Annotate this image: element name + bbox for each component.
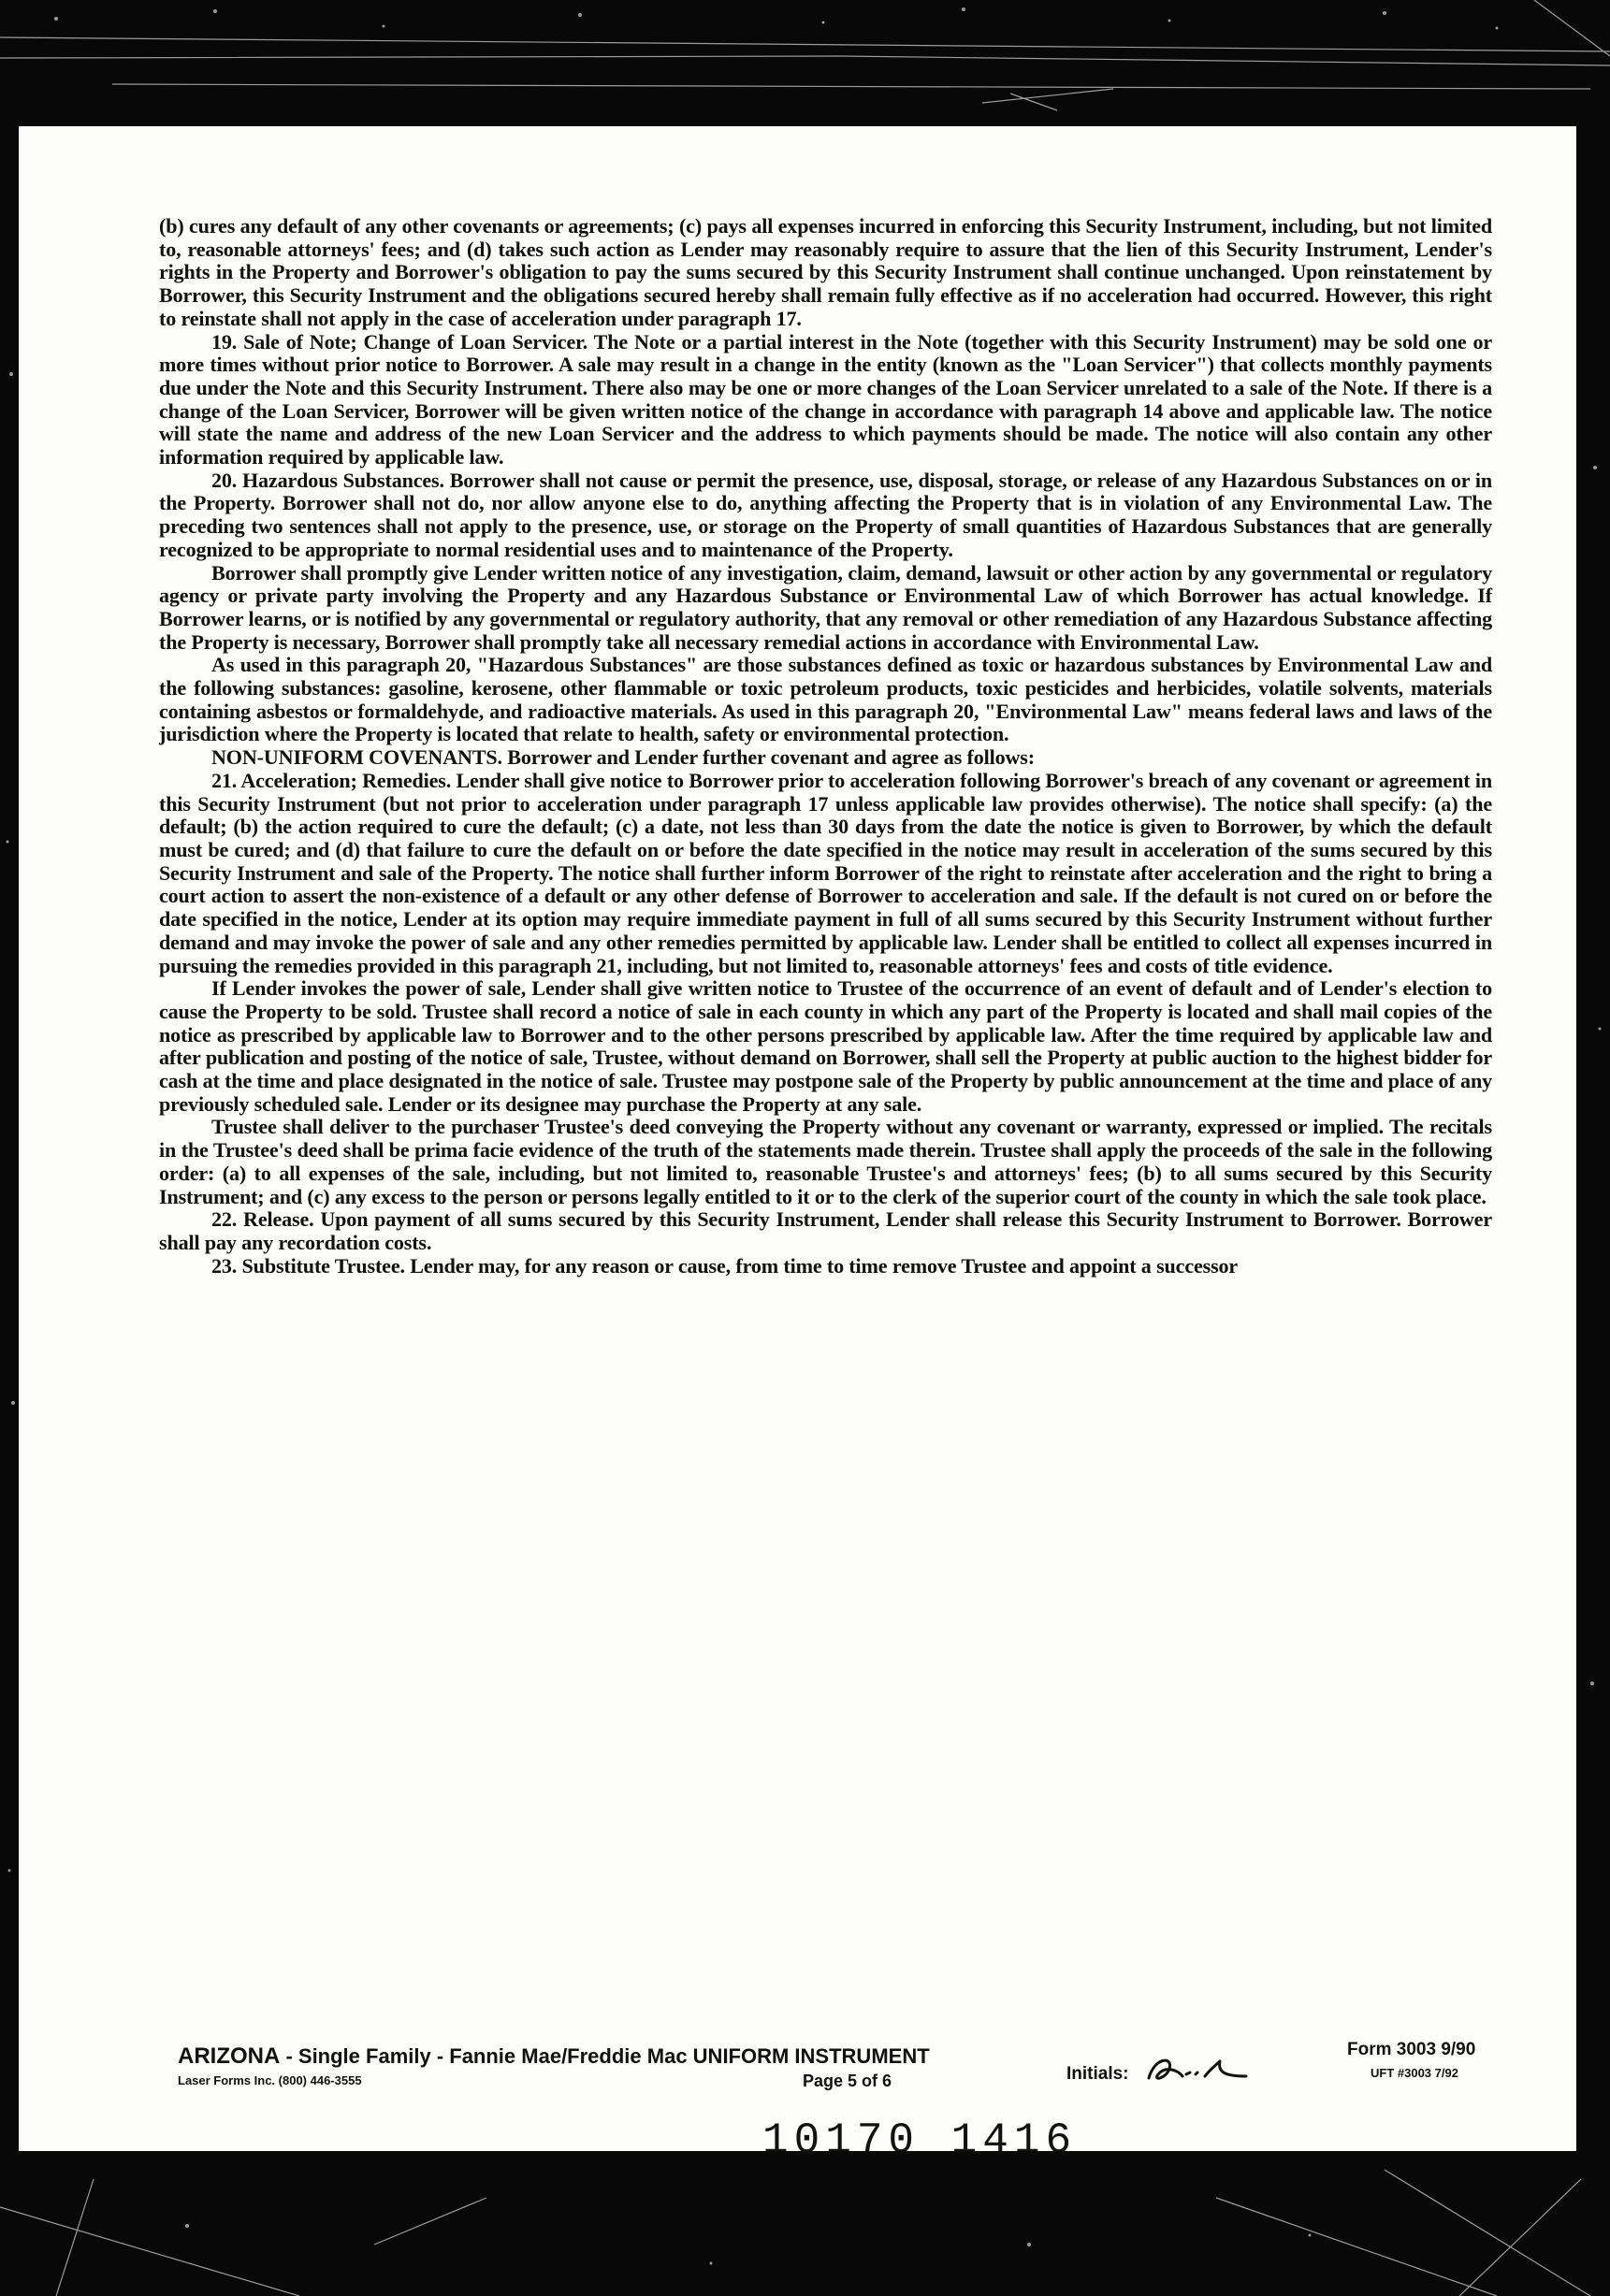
- vendor-line: Laser Forms Inc. (800) 446-3555: [178, 2073, 362, 2087]
- recording-number: 10170 1416: [762, 2116, 1078, 2151]
- paragraph-22-release: 22. Release. Upon payment of all sums secured by this Security Instrument, Lender shall release this Security Instrument to Borrower. Borrower shall pay any recordation costs.: [159, 1207, 1492, 1254]
- paragraph-21-power-of-sale: If Lender invokes the power of sale, Lender shall give written notice to Trustee of the occurrence of an event of default and of Lender's election to cause the Property to be sold. Trustee shall record a notice of sale in each county in which any part of the Property is located and shall mail copies of the notice as prescribed by applicable law to Borrower and to the other persons prescribed by applicable law. After the time required by applicable law and after publication and posting of the notice of sale, Trustee, without demand on Borrower, shall sell the Property at public auction to the highest bidder for cash at the time and place designated in the notice of sale. Trustee may postpone sale of the Property by public announcement at the time and place of any previously scheduled sale. Lender or its designee may purchase the Property at any sale.: [159, 976, 1492, 1116]
- instrument-line: [178, 2043, 930, 2070]
- paragraph-20-hazardous-substances: 20. Hazardous Substances. Borrower shall not cause or permit the presence, use, disposal, storage, or release of any Hazardous Substances on or in the Property. Borrower shall not do, nor allow anyone else to do, anything affecting the Property that is in violation of any Environmental Law. The preceding two sentences shall not apply to the presence, use, or storage on the Property of small quantities of Hazardous Substances that are generally recognized to be appropriate to normal residential uses and to maintenance of the Property.: [159, 468, 1492, 561]
- form-number: Form 3003 9/90: [1347, 2040, 1476, 2059]
- uft-number: UFT #3003 7/92: [1371, 2066, 1458, 2080]
- initials-label: Initials:: [1066, 2064, 1129, 2084]
- paragraph-21-trustee-deed: Trustee shall deliver to the purchaser Trustee's deed conveying the Property without any covenant or warranty, expressed or implied. The recitals in the Trustee's deed shall be prima facie evidence of the truth of the statements made therein. Trustee shall apply the proceeds of the sale in the following order: (a) to all expenses of the sale, including, but not limited to, reasonable Trustee's and attorneys' fees; (b) to all sums secured by this Security Instrument; and (c) any excess to the person or persons legally entitled to it or to the clerk of the superior court of the county in which the sale took place.: [159, 1115, 1492, 1208]
- instrument-type: - Single Family - Fannie Mae/Freddie Mac UNIFORM INSTRUMENT: [285, 2044, 930, 2068]
- paragraph-20-notice: Borrower shall promptly give Lender written notice of any investigation, claim, demand, lawsuit or other action by any governmental or regulatory agency or private party involving the Property and any Hazardous Substance or Environmental Law of which Borrower has actual knowledge. If Borrower learns, or is notified by any governmental or regulatory authority, that any removal or other remediation of any Hazardous Substance affecting the Property is necessary, Borrower shall promptly take all necessary remedial actions in accordance with Environmental Law.: [159, 560, 1492, 654]
- paragraph-continuation-reinstatement: (b) cures any default of any other covenants or agreements; (c) pays all expenses incurred in enforcing this Security Instrument, including, but not limited to, reasonable attorneys' fees; and (d) takes such action as Lender may reasonably require to assure that the lien of this Security Instrument, Lender's rights in the Property and Borrower's obligation to pay the sums secured by this Security Instrument shall continue unchanged. Upon reinstatement by Borrower, this Security Instrument and the obligations secured hereby shall remain fully effective as if no acceleration had occurred. However, this right to reinstate shall not apply in the case of acceleration under paragraph 17.: [159, 214, 1492, 330]
- deed-body-text: [159, 215, 1492, 1278]
- paragraph-non-uniform-covenants: NON-UNIFORM COVENANTS. Borrower and Lender further covenant and agree as follows:: [211, 745, 1035, 770]
- paragraph-20-definitions: As used in this paragraph 20, "Hazardous Substances" are those substances defined as toxic or hazardous substances by Environmental Law and the following substances: gasoline, kerosene, other flammable or toxic petroleum products, toxic pesticides and herbicides, volatile solvents, materials containing asbestos or formaldehyde, and radioactive materials. As used in this paragraph 20, "Environmental Law" means federal laws and laws of the jurisdiction where the Property is located that relate to health, safety or environmental protection.: [159, 653, 1492, 746]
- initials-signature: [1141, 2048, 1254, 2095]
- page-number: Page 5 of 6: [803, 2072, 892, 2090]
- paragraph-19-sale-of-note: 19. Sale of Note; Change of Loan Servicer. The Note or a partial interest in the Note (together with this Security Instrument) may be sold one or more times without prior notice to Borrower. A sale may result in a change in the entity (known as the "Loan Servicer") that collects monthly payments due under the Note and this Security Instrument. There also may be one or more changes of the Loan Servicer unrelated to a sale of the Note. If there is a change of the Loan Servicer, Borrower will be given written notice of the change in accordance with paragraph 14 above and applicable law. The notice will state the name and address of the new Loan Servicer and the address to which payments should be made. The notice will also contain any other information required by applicable law.: [159, 329, 1492, 469]
- document-page: [19, 126, 1576, 2151]
- paragraph-23-substitute-trustee: 23. Substitute Trustee. Lender may, for any reason or cause, from time to time remove Trustee and appoint a successor: [211, 1253, 1239, 1278]
- paragraph-21-acceleration: 21. Acceleration; Remedies. Lender shall give notice to Borrower prior to acceleration following Borrower's breach of any covenant or agreement in this Security Instrument (but not prior to acceleration under paragraph 17 unless applicable law provides otherwise). The notice shall specify: (a) the default; (b) the action required to cure the default; (c) a date, not less than 30 days from the date the notice is given to Borrower, by which the default must be cured; and (d) that failure to cure the default on or before the date specified in the notice may result in acceleration of the sums secured by this Security Instrument and sale of the Property. The notice shall further inform Borrower of the right to reinstate after acceleration and the right to bring a court action to assert the non-existence of a default or any other defense of Borrower to acceleration and sale. If the default is not cured on or before the date specified in the notice, Lender at its option may require immediate payment in full of all sums secured by this Security Instrument without further demand and may invoke the power of sale and any other remedies permitted by applicable law. Lender shall be entitled to collect all expenses incurred in pursuing the remedies provided in this paragraph 21, including, but not limited to, reasonable attorneys' fees and costs of title evidence.: [159, 768, 1492, 977]
- state-name: ARIZONA: [178, 2043, 281, 2069]
